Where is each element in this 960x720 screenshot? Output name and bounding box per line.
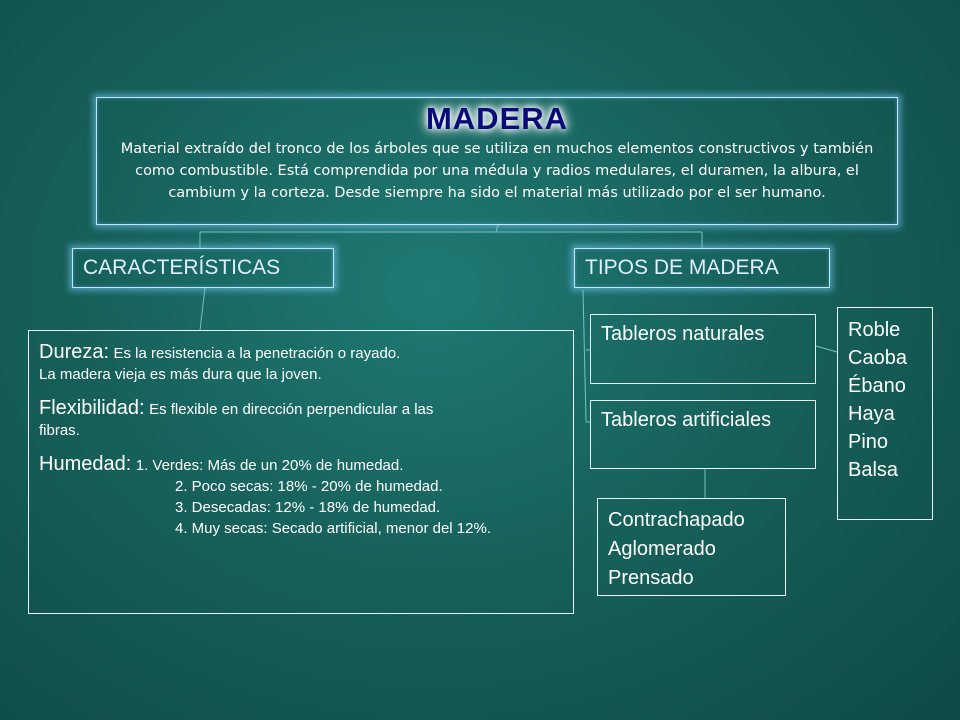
list-item: Balsa [848,459,899,481]
connector-characteristics-to-properties [200,288,205,330]
connector-types-trunk [583,290,586,422]
list-item: Prensado [608,567,694,589]
list-item: Caoba [848,347,907,369]
list-item: Aglomerado [608,538,716,560]
characteristics-header-label: CARACTERÍSTICAS [83,256,281,279]
natural-boards-box [590,314,816,384]
humidity-level-3: 3. Desecadas: 12% - 18% de humedad. [175,499,441,516]
artificial-boards-box [590,400,816,469]
hardness-definition: Es la resistencia a la penetración o rayado. [113,345,401,362]
list-item: Roble [848,319,901,341]
connector-natural-to-woods [816,346,837,352]
flexibility-definition: Es flexible en dirección perpendicular a las [149,401,434,418]
characteristics-box [28,330,574,614]
natural-boards-label: Tableros naturales [601,323,765,345]
list-item: Contrachapado [608,509,745,531]
humidity-level-2: 2. Poco secas: 18% - 20% de humedad. [175,478,443,495]
list-item: Haya [848,403,895,425]
hardness-note: La madera vieja es más dura que la joven. [39,366,322,383]
flexibility-definition-continued: fibras. [39,422,80,439]
natural-woods-list [837,307,933,520]
types-header-label: TIPOS DE MADERA [585,256,779,279]
humidity-level-1: 1. Verdes: Más de un 20% de humedad. [135,457,404,474]
humidity-term: Humedad: [39,453,132,475]
artificial-boards-label: Tableros artificiales [601,409,772,431]
list-item: Ébano [848,375,906,397]
types-header [574,248,830,288]
humidity-level-4: 4. Muy secas: Secado artificial, menor del 12%. [175,520,491,537]
connector-title-stem [496,225,498,232]
flexibility-term: Flexibilidad: [39,397,145,419]
title-description: Material extraído del tronco de los árboles que se utiliza en muchos elementos constructivos y también como combustible. Está comprendida por una médula y radios medulares, el duramen, la albura, el cambium y la corteza. Desde siempre ha sido el material más utilizado por el ser humano. [120,141,874,201]
title-box [96,97,898,225]
page-title: MADERA [425,101,569,136]
artificial-kinds-list [597,498,786,596]
hardness-term: Dureza: [39,341,110,363]
characteristics-header [72,248,334,288]
list-item: Pino [848,431,889,453]
